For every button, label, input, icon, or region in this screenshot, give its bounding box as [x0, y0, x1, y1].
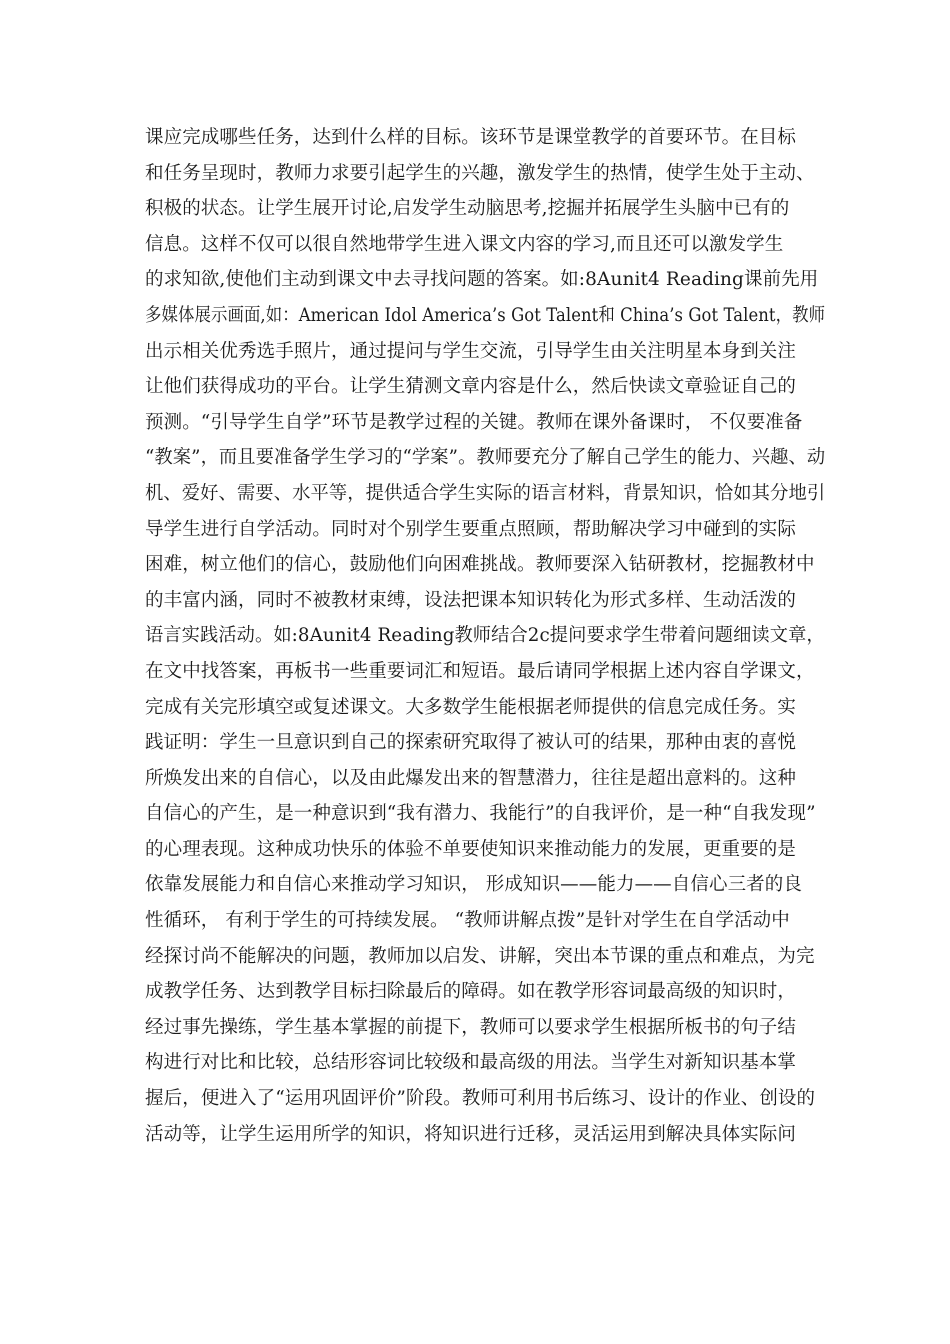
text-line: 预测。“引导学生自学”环节是教学过程的关键。教师在课外备课时， 不仅要准备: [145, 411, 803, 433]
text-line: 多媒体展示画面,如：American Idol America’s Got Talent和 China’s Got Talent，教师: [145, 304, 826, 326]
text-line: 导学生进行自学活动。同时对个别学生要重点照顾，帮助解决学习中碰到的实际: [145, 518, 797, 540]
text-line: 依靠发展能力和自信心来推动学习知识， 形成知识——能力——自信心三者的良: [145, 874, 802, 896]
text-line: 让他们获得成功的平台。让学生猜测文章内容是什么，然后快读文章验证自己的: [145, 376, 797, 398]
text-line: 和任务呈现时，教师力求要引起学生的兴趣，激发学生的热情，使学生处于主动、: [145, 162, 815, 184]
text-line: 经过事先操练，学生基本掌握的前提下，教师可以要求学生根据所板书的句子结: [145, 1016, 797, 1038]
text-line: 在文中找答案，再板书一些重要词汇和短语。最后请同学根据上述内容自学课文，: [145, 660, 815, 682]
text-line: 积极的状态。让学生展开讨论,启发学生动脑思考,挖掘并拓展学生头脑中已有的: [145, 198, 790, 220]
text-line: 经探讨尚不能解决的问题，教师加以启发、讲解，突出本节课的重点和难点，为完: [145, 945, 815, 967]
text-line: 的心理表现。这种成功快乐的体验不单要使知识来推动能力的发展，更重要的是: [145, 838, 797, 860]
text-line: 的求知欲,使他们主动到课文中去寻找问题的答案。如:8Aunit4 Reading课前先用: [145, 269, 819, 291]
text-line: 困难，树立他们的信心，鼓励他们向困难挑战。教师要深入钻研教材，挖掘教材中: [145, 554, 815, 576]
text-line: 所焕发出来的自信心，以及由此爆发出来的智慧潜力，往往是超出意料的。这种: [145, 767, 797, 789]
body-paragraph: [145, 120, 825, 1152]
text-line: 践证明：学生一旦意识到自己的探索研究取得了被认可的结果，那种由衷的喜悦: [145, 732, 797, 754]
text-line: “教案”，而且要准备学生学习的“学案”。教师要充分了解自己学生的能力、兴趣、动: [145, 447, 826, 469]
text-line: 课应完成哪些任务，达到什么样的目标。该环节是课堂教学的首要环节。在目标: [145, 127, 797, 148]
text-line: 出示相关优秀选手照片，通过提问与学生交流，引导学生由关注明星本身到关注: [145, 340, 797, 362]
text-line: 完成有关完形填空或复述课文。大多数学生能根据老师提供的信息完成任务。实: [145, 696, 797, 718]
text-line: 自信心的产生，是一种意识到“我有潜力、我能行”的自我评价，是一种“自我发现”: [145, 803, 816, 825]
text-line: 语言实践活动。如:8Aunit4 Reading教师结合2c提问要求学生带着问题细读文章，: [145, 625, 825, 647]
text-line: 活动等，让学生运用所学的知识，将知识进行迁移，灵活运用到解决具体实际问: [145, 1123, 797, 1145]
text-line: 的丰富内涵，同时不被教材束缚，设法把课本知识转化为形式多样、生动活泼的: [145, 589, 797, 611]
text-line: 机、爱好、需要、水平等，提供适合学生实际的语言材料，背景知识，恰如其分地引: [145, 482, 826, 504]
text-line: 构进行对比和比较，总结形容词比较级和最高级的用法。当学生对新知识基本掌: [145, 1052, 797, 1074]
text-line: 性循环， 有利于学生的可持续发展。 “教师讲解点拨”是针对学生在自学活动中: [145, 910, 790, 932]
text-line: 信息。这样不仅可以很自然地带学生进入课文内容的学习,而且还可以激发学生: [145, 233, 784, 255]
text-line: 成教学任务、达到教学目标扫除最后的障碍。如在教学形容词最高级的知识时，: [145, 981, 797, 1003]
text-line: 握后，便进入了“运用巩固评价”阶段。教师可利用书后练习、设计的作业、创设的: [145, 1088, 816, 1110]
